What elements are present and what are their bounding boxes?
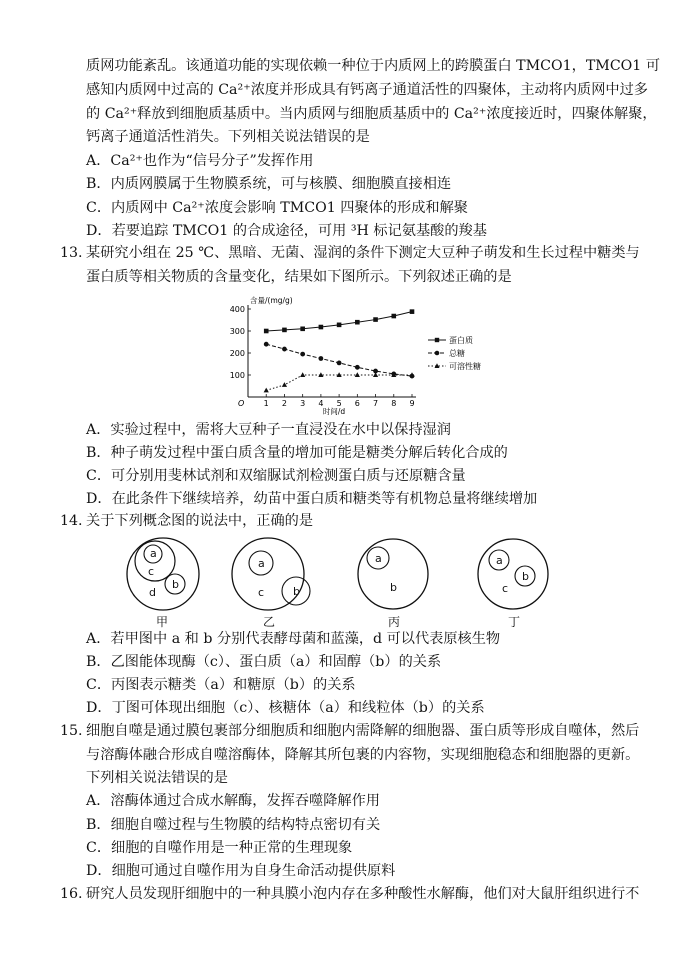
- q14-option-a: A．若甲图中 a 和 b 分别代表酵母菌和蓝藻，d 可以代表原核生物: [86, 631, 501, 647]
- q14-option-c: C．丙图表示糖类（a）和糖原（b）的关系: [86, 677, 356, 693]
- diagram-yi: [232, 538, 310, 628]
- diagram-jia-label-d: d: [149, 586, 156, 599]
- series-1-point-2: [282, 347, 287, 352]
- origin-label: O: [238, 399, 245, 408]
- q15-option-b: B．细胞自噬过程与生物膜的结构特点密切有关: [86, 817, 381, 833]
- series-0-point-5: [337, 323, 342, 328]
- series-line-0: [266, 312, 412, 331]
- series-1-point-1: [264, 342, 269, 347]
- series-0-point-1: [264, 329, 269, 334]
- q14-stem-line: [60, 511, 313, 531]
- series-0-point-7: [373, 317, 378, 322]
- x-tick-label-6: 6: [354, 399, 360, 408]
- q15-option-d: D．细胞可通过自噬作用为自身生命活动提供原料: [86, 863, 396, 879]
- diagram-jia-label-b: b: [172, 578, 179, 591]
- q12-stem-line-3: 的 Ca²⁺释放到细胞质基质中。当内质网与细胞质基质中的 Ca²⁺浓度接近时，四聚体解聚，: [86, 106, 657, 122]
- y-tick-label-400: 400: [229, 305, 245, 314]
- diagram-ding-label-a: a: [496, 554, 503, 567]
- diagram-jia-caption: 甲: [156, 615, 169, 628]
- series-line-1: [266, 344, 412, 376]
- x-axis-label: 时间/d: [322, 407, 346, 415]
- y-tick-label-100: 100: [229, 371, 245, 380]
- diagram-jia-label-c: c: [148, 565, 155, 578]
- q13-stem-line-2: 蛋白质等相关物质的含量变化，结果如下图所示。下列叙述正确的是: [86, 269, 512, 285]
- diagram-bing-label-a: a: [375, 552, 382, 565]
- x-tick-label-5: 5: [336, 399, 342, 408]
- legend-label-0: 蛋白质: [449, 336, 473, 345]
- series-0-point-3: [300, 327, 305, 332]
- q13-stem-text-1: 某研究小组在 25 ℃、黑暗、无菌、湿润的条件下测定大豆种子萌发和生长过程中糖类与: [86, 245, 640, 261]
- y-tick-label-200: 200: [229, 349, 245, 358]
- series-0-point-6: [355, 320, 360, 325]
- q12-option-d: D．若要追踪 TMCO1 的合成途径，可用 ³H 标记氨基酸的羧基: [86, 223, 487, 239]
- q14-number: 14.: [60, 513, 83, 529]
- x-tick-label-7: 7: [373, 399, 379, 408]
- q14-concept-diagrams: [118, 536, 558, 628]
- q16-stem-text: 研究人员发现肝细胞中的一种具膜小泡内存在多种酸性水解酶，他们对大鼠肝组织进行不: [86, 886, 640, 902]
- series-1-point-3: [300, 352, 305, 357]
- x-tick-label-9: 9: [409, 399, 415, 408]
- q15-stem-text-1: 细胞自噬是通过膜包裹部分细胞质和细胞内需降解的细胞器、蛋白质等形成自噬体，然后: [86, 723, 640, 739]
- series-2-point-7: [373, 372, 378, 377]
- q13-option-a: A．实验过程中，需将大豆种子一直浸没在水中以保持湿润: [86, 422, 451, 438]
- y-axis-label: 含量/(mg/g): [250, 296, 293, 305]
- legend-label-1: 总糖: [449, 349, 465, 358]
- q15-option-c: C．细胞的自噬作用是一种正常的生理现象: [86, 840, 353, 856]
- diagram-ding-label-c: c: [502, 582, 509, 595]
- q12-option-c: C．内质网中 Ca²⁺浓度会影响 TMCO1 四聚体的形成和解聚: [86, 200, 468, 216]
- q13-stem-line-1: [60, 243, 640, 263]
- diagram-ding-caption: 丁: [508, 615, 521, 628]
- q12-option-a: A．Ca²⁺也作为“信号分子”发挥作用: [86, 153, 314, 169]
- q13-option-d: D．在此条件下继续培养，幼苗中蛋白质和糖类等有机物总量将继续增加: [86, 491, 538, 507]
- series-0-point-4: [319, 325, 324, 330]
- series-0-point-2: [282, 328, 287, 333]
- legend-marker-0: [435, 338, 439, 342]
- q15-option-a: A．溶酶体通过合成水解酶，发挥吞噬降解作用: [86, 793, 380, 809]
- series-line-2: [266, 375, 412, 390]
- x-tick-label-1: 1: [263, 399, 269, 408]
- legend-label-2: 可溶性糖: [449, 362, 481, 371]
- diagram-yi-caption: 乙: [263, 615, 276, 628]
- q12-stem-line-2: 感知内质网中过高的 Ca²⁺浓度并形成具有钙离子通道活性的四聚体，主动将内质网中过多: [86, 82, 648, 98]
- q15-number: 15.: [60, 723, 83, 739]
- diagram-yi-label-c: c: [258, 586, 265, 599]
- diagram-jia-label-a: a: [150, 547, 157, 560]
- diagram-bing-caption: 丙: [388, 615, 401, 628]
- q13-number: 13.: [60, 245, 83, 261]
- q13-option-b: B．种子萌发过程中蛋白质含量的增加可能是糖类分解后转化合成的: [86, 445, 508, 461]
- series-1-point-5: [337, 361, 342, 366]
- q15-stem-line-3: 下列相关说法错误的是: [86, 770, 228, 786]
- q12-stem-line-4: 钙离子通道活性消失。下列相关说法错误的是: [86, 129, 370, 145]
- diagram-ding: [478, 539, 548, 628]
- q12-option-b: B．内质网膜属于生物膜系统，可与核膜、细胞膜直接相连: [86, 176, 452, 192]
- q15-stem-line-1: [60, 721, 639, 741]
- series-2-point-6: [355, 372, 360, 377]
- q14-option-b: B．乙图能体现酶（c）、蛋白质（a）和固醇（b）的关系: [86, 654, 442, 670]
- diagram-ding-label-b: b: [522, 570, 529, 583]
- series-2-point-2: [282, 382, 287, 387]
- x-tick-label-4: 4: [318, 399, 324, 408]
- q15-stem-line-2: 与溶酶体融合形成自噬溶酶体，降解其所包裹的内容物，实现细胞稳态和细胞器的更新。: [86, 747, 640, 763]
- diagram-bing-label-b: b: [390, 581, 397, 594]
- y-tick-label-300: 300: [229, 327, 245, 336]
- series-2-point-1: [264, 388, 269, 393]
- diagram-jia: [127, 538, 199, 628]
- q13-line-chart: [228, 293, 488, 415]
- q16-stem-line-1: [60, 884, 639, 904]
- series-1-point-4: [318, 356, 323, 361]
- q13-option-c: C．可分别用斐林试剂和双缩脲试剂检测蛋白质与还原糖含量: [86, 468, 466, 484]
- legend-marker-1: [435, 351, 440, 356]
- series-1-point-6: [355, 365, 360, 370]
- series-0-point-9: [410, 309, 415, 314]
- q16-number: 16.: [60, 886, 83, 902]
- x-tick-label-3: 3: [300, 399, 306, 408]
- q14-stem-text: 关于下列概念图的说法中，正确的是: [86, 513, 314, 529]
- q12-stem-line-1: 质网功能紊乱。该通道功能的实现依赖一种位于内质网上的跨膜蛋白 TMCO1，TMCO1 可: [86, 58, 661, 74]
- diagram-bing: [358, 539, 428, 628]
- series-0-point-8: [391, 314, 396, 319]
- x-tick-label-2: 2: [281, 399, 287, 408]
- q14-option-d: D．丁图可体现出细胞（c）、核糖体（a）和线粒体（b）的关系: [86, 700, 485, 716]
- diagram-yi-label-a: a: [258, 557, 265, 570]
- diagram-yi-label-b: b: [293, 585, 300, 598]
- x-tick-label-8: 8: [391, 399, 397, 408]
- series-2-point-3: [300, 372, 305, 377]
